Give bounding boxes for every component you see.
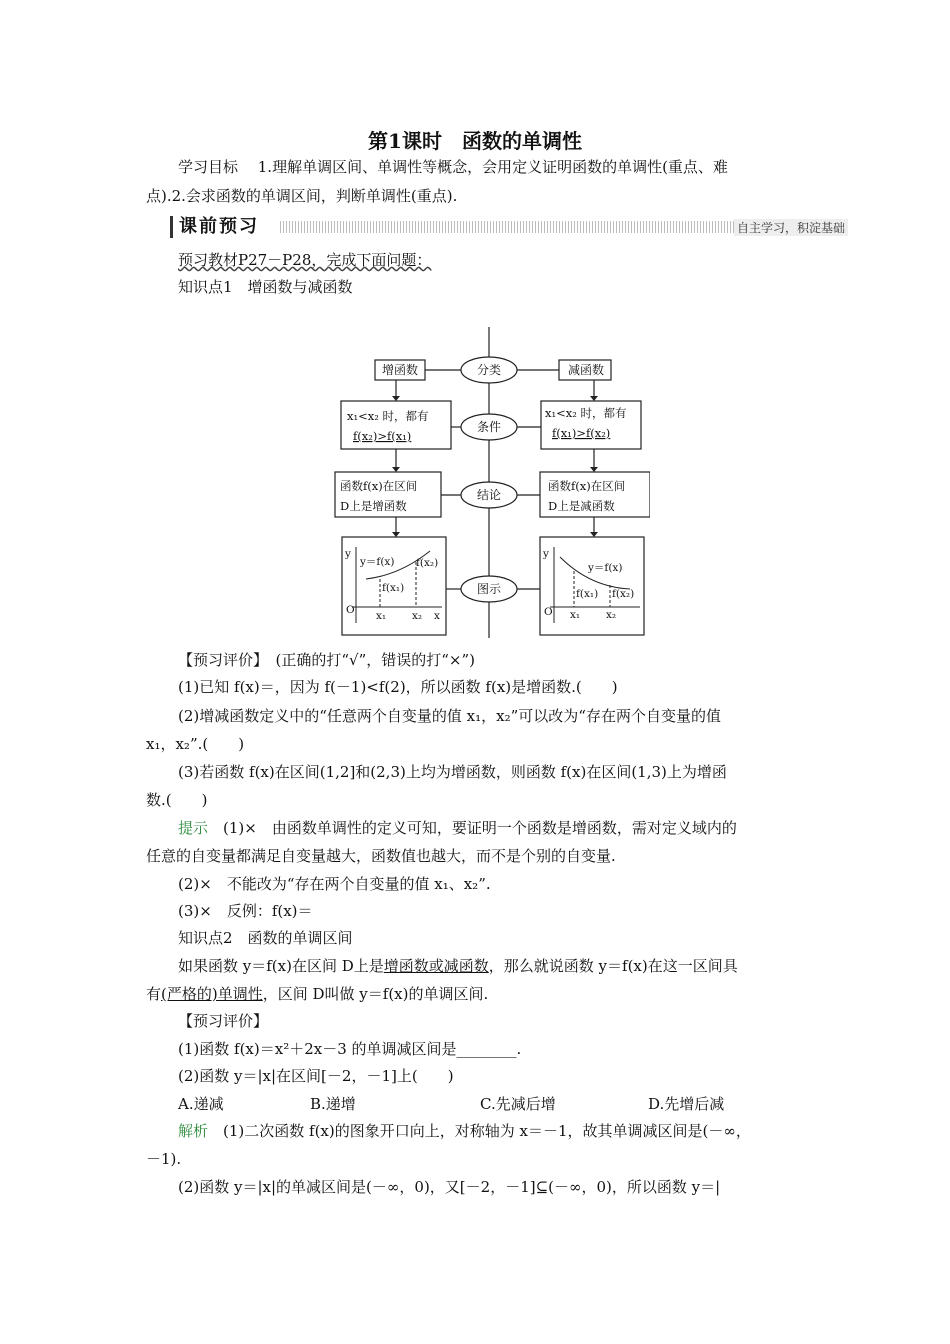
right-graph-fx: y＝f(x) [588,562,623,574]
learning-goals-line1: 学习目标 1.理解单调区间、单调性等概念，会用定义证明函数的单调性(重点、难 [178,158,728,176]
section-band [280,221,752,233]
hint-line1 [178,818,737,838]
section-subtitle: 自主学习，积淀基础 [734,219,848,236]
right-graph-origin: O [544,606,553,618]
option-d: D.先增后减 [648,1095,725,1113]
left-graph-x2: x₂ [412,610,423,622]
left-concl-line2: D上是增函数 [340,499,407,513]
right-graph-x1: x₁ [570,609,581,621]
right-cond-line2: f(x₁)>f(x₂) [552,426,611,440]
kp2-l2-b: ，区间 D叫做 y＝f(x)的单调区间. [262,985,489,1003]
kp2-text-line1 [178,956,738,976]
hint-line2: 任意的自变量都满足自变量越大，函数值也越大，而不是个别的自变量. [146,847,616,865]
left-graph-x: x [434,610,440,622]
page-title: 第1课时 函数的单调性 [368,129,582,153]
preview-intro: 预习教材P27－P28，完成下面问题： [178,251,432,269]
left-graph-x1: x₁ [376,610,387,622]
learning-goals-line2: 点).2.会求函数的单调区间，判断单调性(重点). [146,187,458,205]
knowledge-point-2: 知识点2 函数的单调区间 [178,929,353,947]
analysis-line1 [178,1121,751,1141]
section-header [170,216,848,238]
right-concl-line2: D上是减函数 [548,499,615,513]
analysis-line3: (2)函数 y＝|x|的单减区间是(－∞，0)，又[－2，－1]⊆(－∞，0)，所以函数 y＝| [178,1178,721,1196]
knowledge-point-1: 知识点1 增函数与减函数 [178,278,353,296]
right-graph-fx2: f(x₂) [612,588,635,600]
left-graph-y: y [345,548,351,560]
left-graph-fx: y＝f(x) [360,556,395,568]
left-graph-origin: O [346,604,355,616]
right-graph-box [540,537,644,635]
hint-answer3: (3)× 反例：f(x)＝ [178,902,313,920]
eval1-q1: (1)已知 f(x)＝，因为 f(－1)<f(2)，所以函数 f(x)是增函数.( ) [178,678,618,696]
left-graph-fx1: f(x₁) [382,582,405,594]
hint-answer2: (2)× 不能改为“存在两个自变量的值 x₁、x₂”. [178,875,491,893]
option-b: B.递增 [310,1095,356,1113]
eval1-heading: 【预习评价】 (正确的打“√”，错误的打“×”) [178,651,476,669]
hint-label: 提示 [178,819,209,837]
center-label-2: 条件 [476,420,502,434]
left-graph-fx2: f(x₂) [416,557,439,569]
option-c: C.先减后增 [480,1095,556,1113]
right-head-label: 减函数 [567,363,605,377]
eval2-q2: (2)函数 y＝|x|在区间[－2，－1]上( ) [178,1067,454,1085]
right-graph-fx1: f(x₁) [576,588,599,600]
right-graph-y: y [543,548,549,560]
left-concl-line1: 函数f(x)在区间 [340,479,418,493]
option-a: A.递减 [178,1095,224,1113]
kp2-l1-underline: 增函数或减函数 [383,957,489,975]
left-head-label: 增函数 [381,363,419,377]
center-label-3: 结论 [476,488,502,502]
eval1-q3-line2: 数.( ) [146,791,208,809]
kp2-l2-underline: (严格的)单调性 [161,985,263,1003]
eval2-q1: (1)函数 f(x)＝x²＋2x－3 的单调减区间是________. [178,1040,522,1058]
right-concl-line1: 函数f(x)在区间 [548,479,626,493]
kp2-text-line2 [146,984,488,1004]
kp2-l2-a: 有 [146,985,162,1003]
center-label-4: 图示 [476,582,502,596]
hint-answer1: (1)× 由函数单调性的定义可知，要证明一个函数是增函数，需对定义域内的 [208,819,737,837]
right-graph-x2: x₂ [606,609,617,621]
center-label-1: 分类 [476,363,502,377]
increasing-decreasing-diagram [330,325,650,640]
analysis-label: 解析 [178,1122,209,1140]
eval1-q2-line1: (2)增减函数定义中的“任意两个自变量的值 x₁，x₂”可以改为“存在两个自变量的值 [178,707,721,725]
eval2-heading: 【预习评价】 [178,1012,269,1030]
eval1-q2-line2: x₁，x₂”.( ) [146,735,245,753]
eval1-q3-line1: (3)若函数 f(x)在区间(1,2]和(2,3)上均为增函数，则函数 f(x)在区间(1,3)上为增函 [178,763,727,781]
kp2-l1-a: 如果函数 y＝f(x)在区间 D上是 [178,957,384,975]
right-cond-line1: x₁<x₂ 时，都有 [545,406,627,420]
analysis-text1: (1)二次函数 f(x)的图象开口向上，对称轴为 x＝－1，故其单调减区间是(－∞， [208,1122,751,1140]
left-cond-line2: f(x₂)>f(x₁) [353,429,412,443]
section-heading: 课前预习 [170,216,259,238]
kp2-l1-b: ，那么就说函数 y＝f(x)在这一区间具 [488,957,738,975]
left-cond-line1: x₁<x₂ 时，都有 [347,409,429,423]
analysis-line2: －1). [146,1150,182,1168]
